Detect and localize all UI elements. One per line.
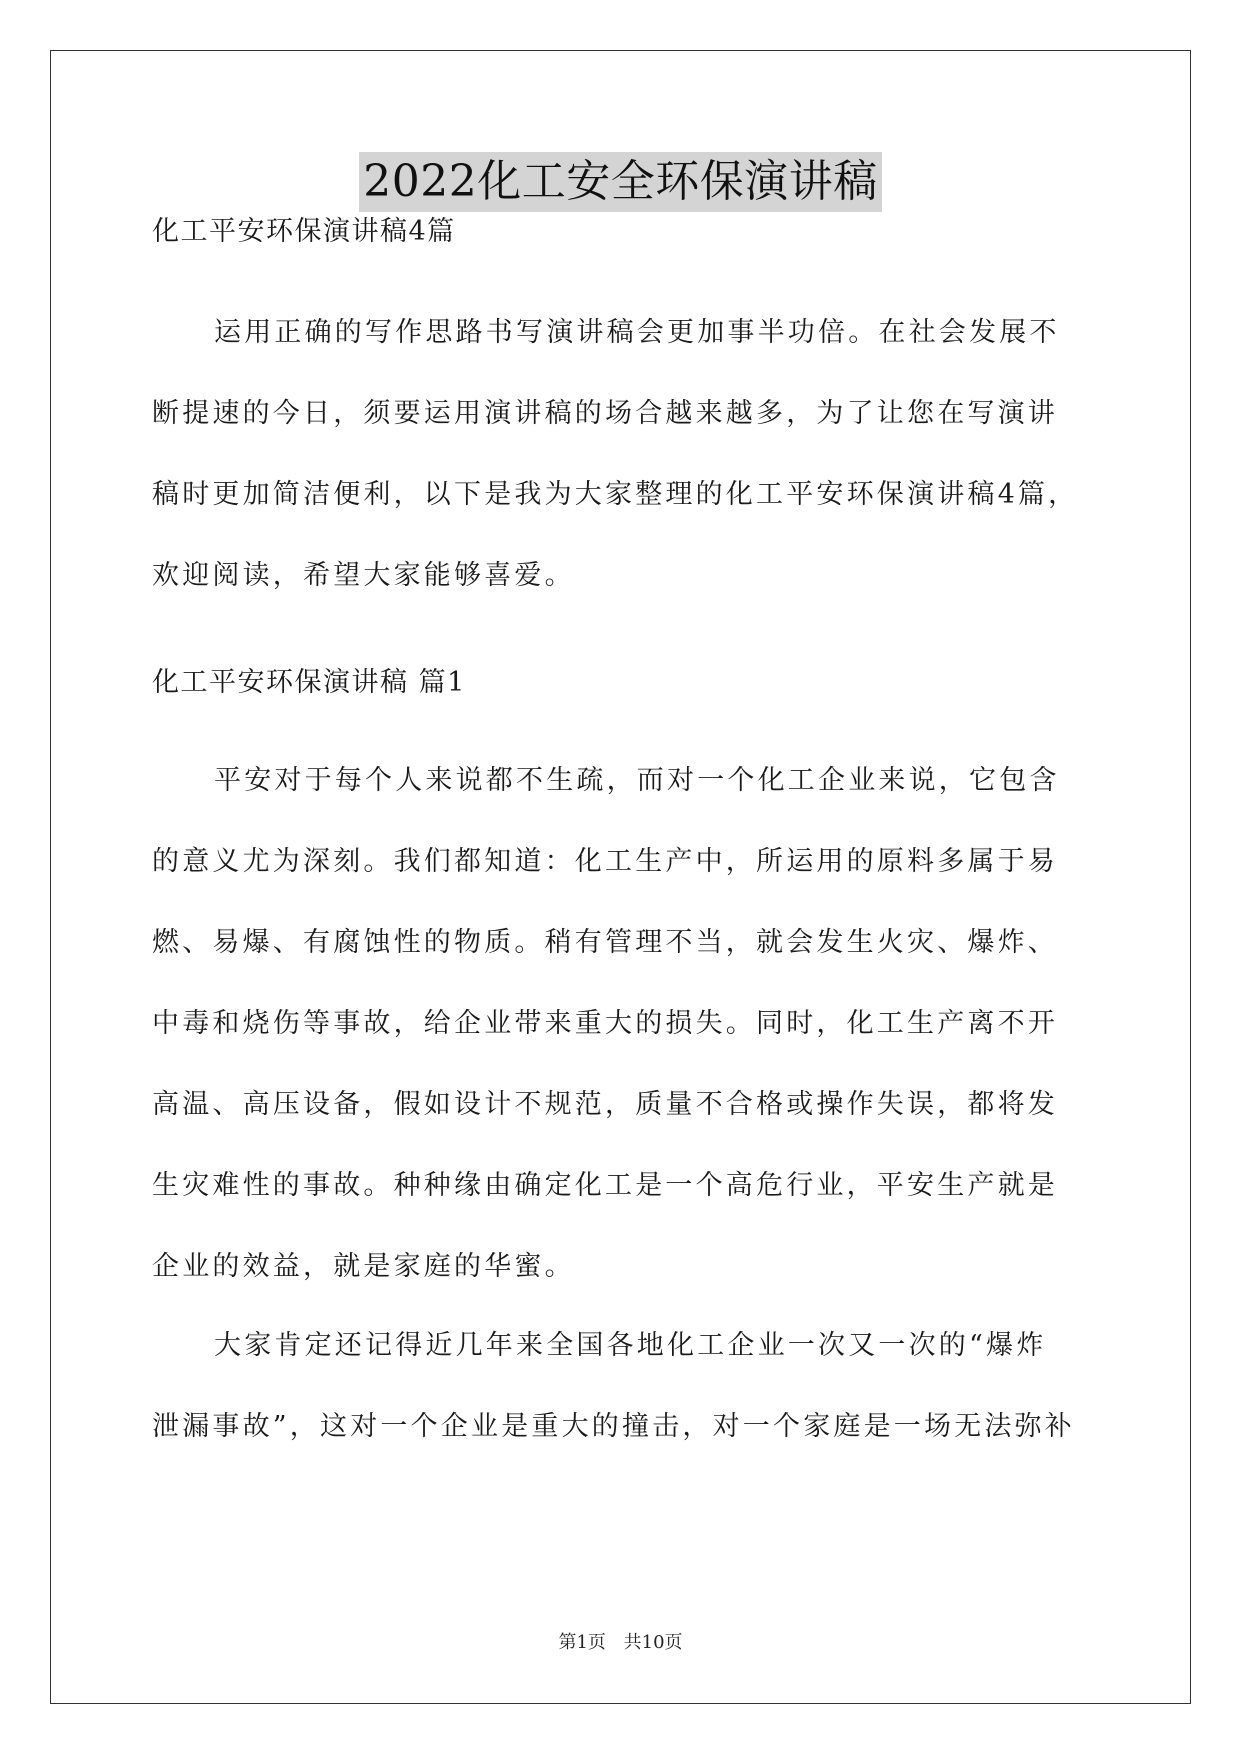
paragraph-line: 大家肯定还记得近几年来全国各地化工企业一次又一次的“爆炸 [214, 1330, 1047, 1361]
paragraph-line: 泄漏事故”，这对一个企业是重大的撞击，对一个家庭是一场无法弥补 [152, 1411, 1076, 1442]
paragraph-line: 生灾难性的事故。种种缘由确定化工是一个高危行业，平安生产就是 [152, 1170, 1058, 1201]
intro-heading: 化工平安环保演讲稿4篇 [152, 216, 456, 247]
page-total: 共10页 [623, 1632, 683, 1653]
section1-paragraph-1 [152, 763, 1092, 1330]
paragraph-line: 中毒和烧伤等事故，给企业带来重大的损失。同时，化工生产离不开 [152, 1008, 1058, 1039]
page-footer [0, 1631, 1241, 1655]
paragraph-line: 断提速的今日，须要运用演讲稿的场合越来越多，为了让您在写演讲 [152, 398, 1058, 429]
paragraph-line: 高温、高压设备，假如设计不规范，质量不合格或操作失误，都将发 [152, 1089, 1058, 1120]
paragraph-line: 运用正确的写作思路书写演讲稿会更加事半功倍。在社会发展不 [214, 317, 1060, 348]
intro-paragraph [152, 315, 1092, 639]
paragraph-line: 的意义尤为深刻。我们都知道：化工生产中，所运用的原料多属于易 [152, 846, 1058, 877]
title-container [0, 152, 1241, 212]
paragraph-line: 稿时更加简洁便利，以下是我为大家整理的化工平安环保演讲稿4篇， [152, 479, 1079, 510]
section1-heading: 化工平安环保演讲稿 篇1 [152, 667, 466, 698]
paragraph-line: 燃、易爆、有腐蚀性的物质。稍有管理不当，就会发生火灾、爆炸、 [152, 927, 1058, 958]
page-number: 第1页 [558, 1632, 606, 1653]
section1-paragraph-2 [152, 1328, 1092, 1490]
document-title: 2022化工安全环保演讲稿 [359, 152, 881, 212]
paragraph-line: 平安对于每个人来说都不生疏，而对一个化工企业来说，它包含 [214, 765, 1060, 796]
paragraph-line: 欢迎阅读，希望大家能够喜爱。 [152, 560, 575, 591]
paragraph-line: 企业的效益，就是家庭的华蜜。 [152, 1251, 575, 1282]
